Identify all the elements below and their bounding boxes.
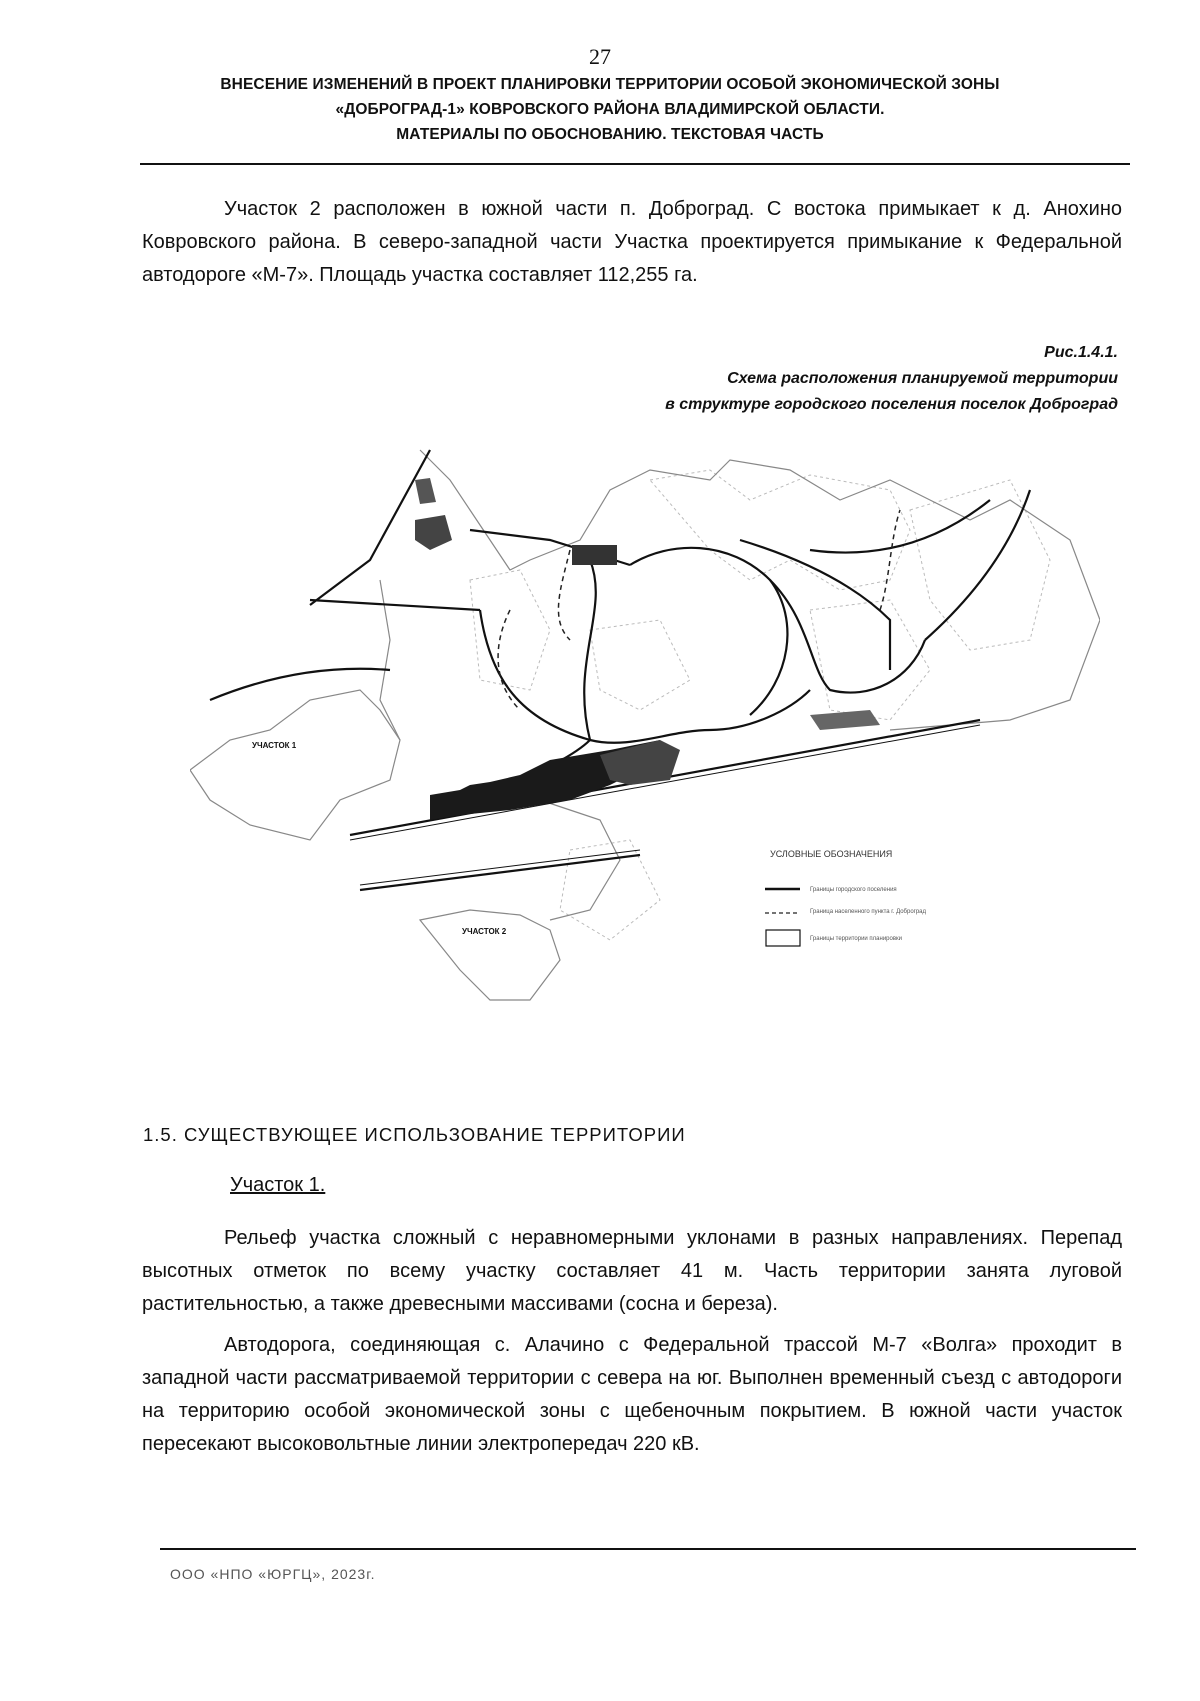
figure-number: Рис.1.4.1.: [1044, 344, 1118, 361]
header-line-3: МАТЕРИАЛЫ ПО ОБОСНОВАНИЮ. ТЕКСТОВАЯ ЧАСТЬ: [396, 126, 824, 143]
federal-highway-line: [350, 725, 980, 840]
settlement-boundary-dashed: [558, 550, 570, 640]
main-road: [740, 540, 890, 670]
main-road: [630, 548, 787, 715]
main-road: [925, 490, 1030, 640]
paragraph-relief-text: Рельеф участка сложный с неравномерными уклонами в разных направлениях. Перепад высотных отметок по всему участку составляет 41 м. Часть территории занята луговой растительностью, а также древесными массивами (сосна и береза).: [142, 1227, 1122, 1315]
footer-rule: [160, 1548, 1136, 1550]
footer-text: ООО «НПО «ЮРГЦ», 2023г.: [170, 1566, 376, 1582]
intro-paragraph: [142, 193, 1122, 292]
document-header: [160, 72, 1060, 147]
header-line-2: «ДОБРОГРАД-1» КОВРОВСКОГО РАЙОНА ВЛАДИМИРСКОЙ ОБЛАСТИ.: [335, 101, 885, 118]
map-parcel-outline: [560, 840, 660, 940]
map-parcel-outline: [810, 600, 930, 720]
plot-2-label: УЧАСТОК 2: [462, 927, 507, 936]
main-road: [770, 580, 925, 693]
map-legend: [765, 849, 927, 946]
paragraph-road: [142, 1329, 1122, 1461]
settlement-boundary-dashed: [498, 610, 520, 710]
built-up-area: [810, 710, 880, 730]
map-parcel-outline: [910, 480, 1050, 650]
railway-line: [360, 855, 640, 890]
main-road: [310, 600, 480, 610]
map-parcel-outline: [470, 570, 550, 690]
settlement-boundary: [420, 450, 1100, 730]
settlement-boundary: [190, 690, 400, 840]
section-heading: 1.5. СУЩЕСТВУЮЩЕЕ ИСПОЛЬЗОВАНИЕ ТЕРРИТОРИИ: [143, 1124, 686, 1145]
header-rule: [140, 163, 1130, 165]
location-map: [190, 440, 1100, 1100]
railway-line: [360, 850, 640, 885]
page-number: 27: [589, 44, 611, 69]
paragraph-relief: [142, 1222, 1122, 1321]
forest-area: [415, 478, 436, 504]
legend-item-3: Границы территории планировки: [810, 936, 903, 942]
figure-title-line-2: в структуре городского поселения поселок Доброград: [665, 396, 1118, 413]
subheading-plot-1: Участок 1.: [230, 1174, 326, 1196]
main-road: [480, 610, 810, 743]
plot-1-label: УЧАСТОК 1: [252, 741, 297, 750]
forest-area: [415, 515, 452, 550]
map-parcel-outline: [590, 620, 690, 710]
main-road: [310, 450, 430, 605]
header-line-1: ВНЕСЕНИЕ ИЗМЕНЕНИЙ В ПРОЕКТ ПЛАНИРОВКИ ТЕРРИТОРИИ ОСОБОЙ ЭКОНОМИЧЕСКОЙ ЗОНЫ: [220, 76, 1000, 93]
settlement-boundary: [420, 910, 560, 1000]
legend-item-2: Граница населенного пункта г. Доброград: [810, 909, 927, 915]
main-road: [810, 500, 990, 553]
built-up-area: [572, 545, 617, 565]
legend-title: УСЛОВНЫЕ ОБОЗНАЧЕНИЯ: [770, 849, 893, 859]
paragraph-road-text: Автодорога, соединяющая с. Алачино с Федеральной трассой М-7 «Волга» проходит в западной части рассматриваемой территории с севера на юг. Выполнен временный съезд с автодороги на территорию особой экономической зоны с щебеночным покрытием. В южной части участок пересекают высоковольтные линии электропередач 220 кВ.: [142, 1334, 1122, 1455]
intro-paragraph-text: Участок 2 расположен в южной части п. Доброград. С востока примыкает к д. Анохино Ковровского района. В северо-западной части Участка проектируется примыкание к Федеральной автодороге «М-7». Площадь участка составляет 112,255 га.: [142, 198, 1122, 286]
settlement-boundary-dashed: [880, 510, 900, 610]
figure-title-line-1: Схема расположения планируемой территории: [727, 370, 1118, 387]
main-road: [584, 560, 596, 740]
industrial-zone: [600, 740, 680, 785]
legend-item-1: Границы городского поселения: [810, 887, 897, 893]
main-road: [210, 669, 390, 700]
figure-caption: [665, 340, 1118, 418]
